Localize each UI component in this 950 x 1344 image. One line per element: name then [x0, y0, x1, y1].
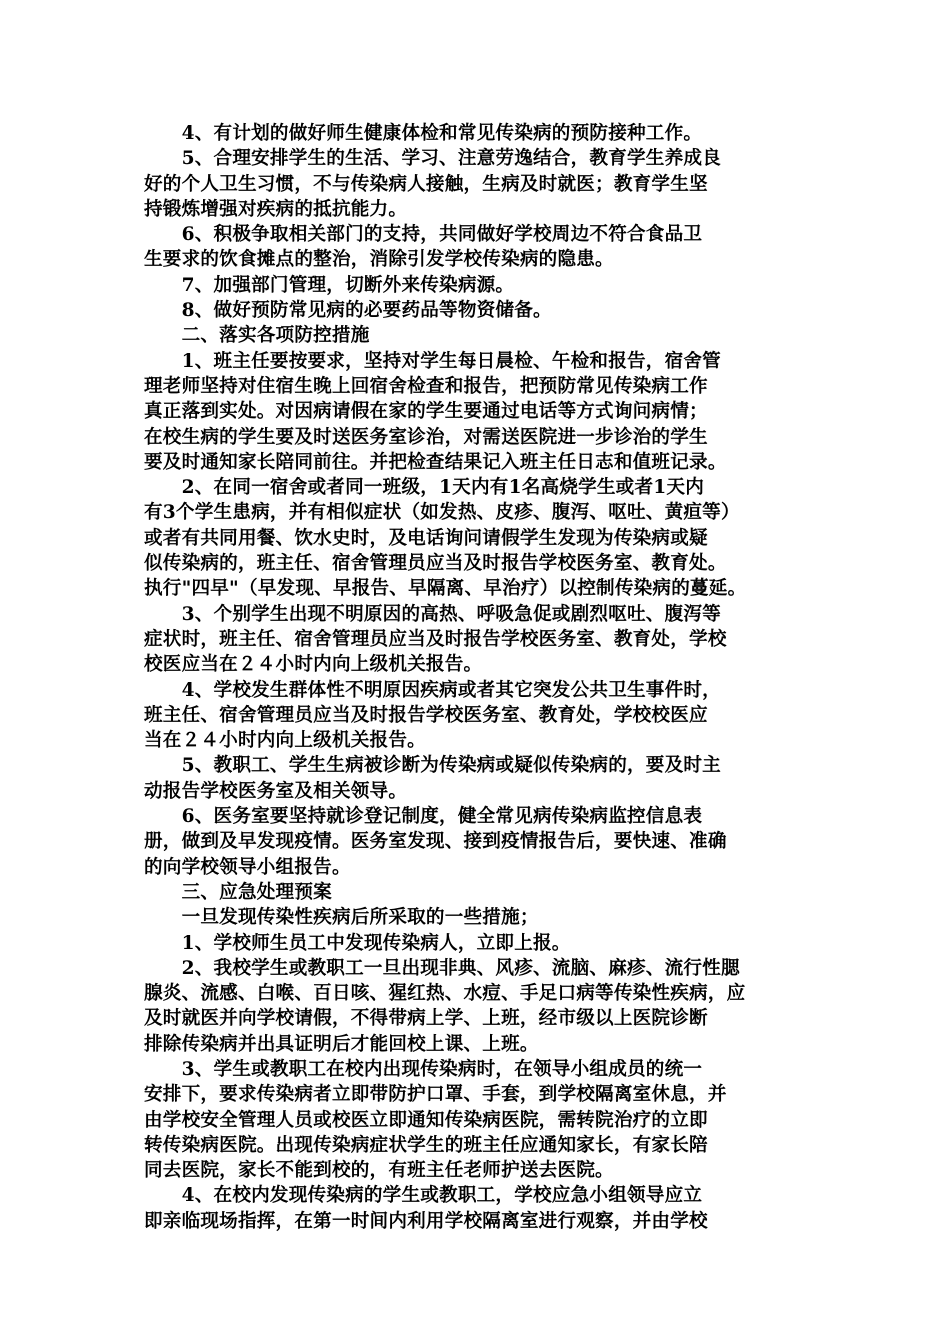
- text-line: 症状时，班主任、宿舍管理员应当及时报告学校医务室、教育处，学校: [144, 628, 727, 650]
- text-line: 安排下，要求传染病者立即带防护口罩、手套，到学校隔离室休息，并: [144, 1084, 727, 1106]
- text-line: 有3个学生患病，并有相似症状（如发热、皮疹、腹泻、呕吐、黄疸等）: [144, 502, 740, 524]
- text-line: 2、在同一宿舍或者同一班级，1天内有1名高烧学生或者1天内: [144, 477, 704, 499]
- text-line: 二、落实各项防控措施: [144, 325, 370, 347]
- text-line: 4、学校发生群体性不明原因疾病或者其它突发公共卫生事件时，: [144, 679, 721, 701]
- text-line: 5、合理安排学生的生活、学习、注意劳逸结合，教育学生养成良: [144, 148, 721, 170]
- text-line: 同去医院，家长不能到校的，有班主任老师护送去医院。: [144, 1160, 614, 1182]
- text-line: 持锻炼增强对疾病的抵抗能力。: [144, 198, 408, 220]
- text-line: 1、班主任要按要求，坚持对学生每日晨检、午检和报告，宿舍管: [144, 350, 721, 372]
- text-line: 即亲临现场指挥，在第一时间内利用学校隔离室进行观察，并由学校: [144, 1210, 708, 1232]
- text-line: 生要求的饮食摊点的整治，消除引发学校传染病的隐患。: [144, 249, 614, 271]
- text-line: 4、在校内发现传染病的学生或教职工，学校应急小组领导应立: [144, 1185, 703, 1207]
- text-line: 排除传染病并出具证明后才能回校上课、上班。: [144, 1033, 539, 1055]
- text-line: 腺炎、流感、白喉、百日咳、猩红热、水痘、手足口病等传染性疾病，应: [144, 983, 746, 1005]
- text-line: 5、教职工、学生生病被诊断为传染病或疑似传染病的，要及时主: [144, 755, 721, 777]
- text-line: 校医应当在２４小时内向上级机关报告。: [144, 654, 483, 676]
- text-line: 一旦发现传染性疾病后所采取的一些措施；: [144, 907, 539, 929]
- text-line: 转传染病医院。出现传染病症状学生的班主任应通知家长，有家长陪: [144, 1134, 708, 1156]
- text-line: 7、加强部门管理，切断外来传染病源。: [144, 274, 515, 296]
- text-line: 要及时通知家长陪同前往。并把检查结果记入班主任日志和值班记录。: [144, 451, 727, 473]
- text-line: 班主任、宿舍管理员应当及时报告学校医务室、教育处，学校校医应: [144, 704, 708, 726]
- text-line: 3、个别学生出现不明原因的高热、呼吸急促或剧烈呕吐、腹泻等: [144, 603, 721, 625]
- text-line: 1、学校师生员工中发现传染病人，立即上报。: [144, 932, 571, 954]
- text-line: 真正落到实处。对因病请假在家的学生要通过电话等方式询问病情；: [144, 401, 708, 423]
- document-body: [144, 121, 812, 1234]
- text-line: 册，做到及早发现疫情。医务室发现、接到疫情报告后，要快速、准确: [144, 831, 727, 853]
- text-line: 理老师坚持对住宿生晚上回宿舍检查和报告，把预防常见传染病工作: [144, 375, 708, 397]
- text-line: 6、医务室要坚持就诊登记制度，健全常见病传染病监控信息表: [144, 806, 703, 828]
- text-line: 在校生病的学生要及时送医务室诊治，对需送医院进一步诊治的学生: [144, 426, 708, 448]
- text-line: 3、学生或教职工在校内出现传染病时，在领导小组成员的统一: [144, 1058, 703, 1080]
- text-line: 执行"四早"（早发现、早报告、早隔离、早治疗）以控制传染病的蔓延。: [144, 578, 747, 600]
- text-line: 由学校安全管理人员或校医立即通知传染病医院，需转院治疗的立即: [144, 1109, 708, 1131]
- text-line: 动报告学校医务室及相关领导。: [144, 780, 408, 802]
- text-line: 好的个人卫生习惯，不与传染病人接触，生病及时就医；教育学生坚: [144, 173, 708, 195]
- text-line: 当在２４小时内向上级机关报告。: [144, 730, 426, 752]
- text-line: 的向学校领导小组报告。: [144, 856, 351, 878]
- text-line: 三、应急处理预案: [144, 881, 332, 903]
- text-line: 或者有共同用餐、饮水史时，及电话询问请假学生发现为传染病或疑: [144, 527, 708, 549]
- text-line: 6、积极争取相关部门的支持，共同做好学校周边不符合食品卫: [144, 224, 703, 246]
- text-line: 8、做好预防常见病的必要药品等物资储备。: [144, 300, 552, 322]
- text-line: 似传染病的，班主任、宿舍管理员应当及时报告学校医务室、教育处。: [144, 553, 727, 575]
- text-line: 4、有计划的做好师生健康体检和常见传染病的预防接种工作。: [144, 123, 703, 144]
- text-line: 及时就医并向学校请假，不得带病上学、上班，经市级以上医院诊断: [144, 1008, 708, 1030]
- text-line: 2、我校学生或教职工一旦出现非典、风疹、流脑、麻疹、流行性腮: [144, 957, 740, 979]
